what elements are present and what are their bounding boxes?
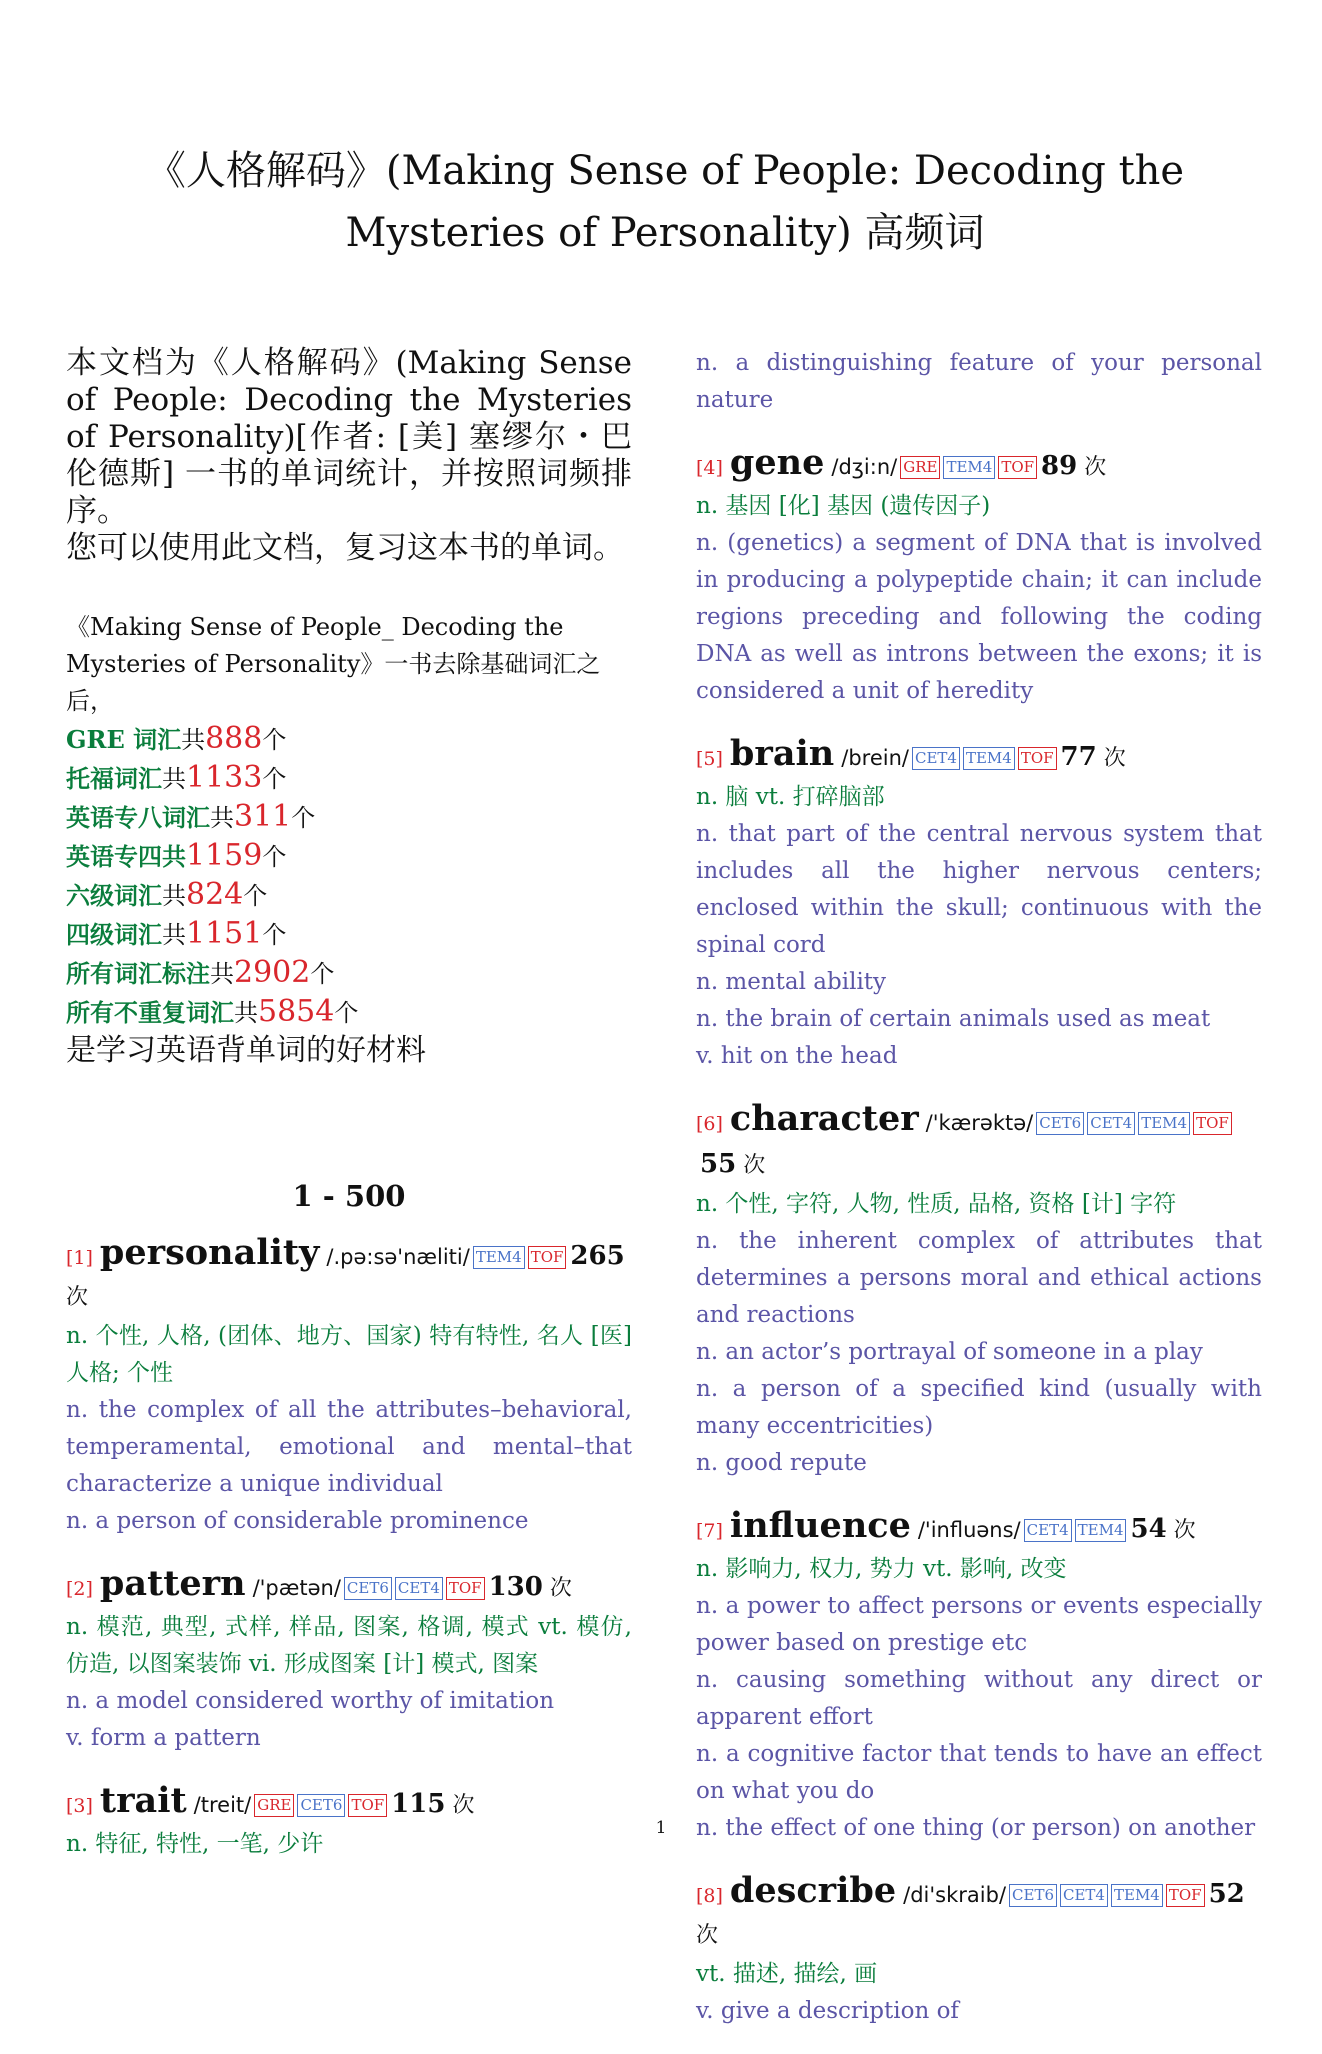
entry-word: character xyxy=(729,1098,919,1139)
entry-definition: n. mental ability xyxy=(696,969,887,995)
entry-phonetic: /treit/ xyxy=(193,1793,252,1817)
exam-tag: CET4 xyxy=(1024,1519,1072,1542)
exam-tag: CET4 xyxy=(395,1577,443,1600)
entry-definition: n. the brain of certain animals used as meat xyxy=(696,1006,1211,1032)
entry-definition: n. the effect of one thing (or person) on another xyxy=(696,1815,1256,1841)
stat-gong: 共 xyxy=(162,921,186,949)
stat-list xyxy=(66,720,632,1032)
word-entry xyxy=(696,1506,1262,1847)
entry-chinese: n. 基因 [化] 基因 (遗传因子) xyxy=(696,493,991,519)
exam-tag: TEM4 xyxy=(473,1246,525,1269)
entry-list-right xyxy=(696,345,1262,2030)
stat-label: GRE 词汇 xyxy=(66,725,182,754)
word-entry xyxy=(696,1871,1262,2030)
entry-head xyxy=(66,1233,632,1318)
stat-unit: 个 xyxy=(243,882,268,910)
intro-paragraph: 您可以使用此文档，复习这本书的单词。 xyxy=(66,530,624,566)
exam-tag: TOF xyxy=(1018,747,1057,770)
stat-gong: 共 xyxy=(234,999,258,1027)
exam-tag: TEM4 xyxy=(1138,1112,1190,1135)
stat-unit: 个 xyxy=(262,726,287,754)
entry-word: trait xyxy=(99,1780,187,1821)
entry-index: [3] xyxy=(66,1795,93,1817)
entry-index: [7] xyxy=(696,1520,723,1542)
exam-tag: CET6 xyxy=(344,1577,392,1600)
entry-head xyxy=(66,1564,632,1609)
entry-phonetic: /brein/ xyxy=(841,746,909,770)
entry-definition: n. that part of the central nervous system that includes all the higher nervous centers; enclosed within the skull; continuous with the spinal cord xyxy=(696,821,1262,958)
exam-tag: CET6 xyxy=(1009,1884,1057,1907)
document-title: 《人格解码》(Making Sense of People: Decoding the Mysteries of Personality) 高频词 xyxy=(145,148,1185,256)
entry-frequency: 54 xyxy=(1130,1514,1167,1544)
exam-tag: TEM4 xyxy=(1075,1519,1127,1542)
stat-unit: 个 xyxy=(310,960,335,988)
entry-list-left xyxy=(66,1233,632,1863)
left-column xyxy=(66,345,632,1887)
entry-chinese: n. 脑 vt. 打碎脑部 xyxy=(696,784,885,810)
entry-definition: n. the complex of all the attributes–behavioral, temperamental, emotional and mental–that characterize a unique individual xyxy=(66,1397,632,1497)
entry-definition: v. give a description of xyxy=(696,1998,959,2024)
entry-index: [5] xyxy=(696,748,723,770)
entry-phonetic: /'influəns/ xyxy=(917,1518,1021,1542)
entry-definition: n. a person of considerable prominence xyxy=(66,1508,529,1534)
stat-row xyxy=(66,915,632,954)
exam-tag: GRE xyxy=(900,456,940,479)
word-entry xyxy=(696,1099,1262,1482)
word-entry xyxy=(66,1233,632,1540)
word-entry xyxy=(696,443,1262,710)
range-heading: 1 - 500 xyxy=(292,1179,406,1213)
entry-chinese: n. 模范, 典型, 式样, 样品, 图案, 格调, 模式 vt. 模仿, 仿造, 以图案装饰 vi. 形成图案 [计] 模式, 图案 xyxy=(66,1614,632,1677)
stat-row xyxy=(66,759,632,798)
entry-index: [1] xyxy=(66,1247,93,1269)
entry-word: gene xyxy=(729,442,825,483)
vocabulary-stats xyxy=(66,609,632,1069)
exam-tag: TOF xyxy=(1166,1884,1205,1907)
stat-row xyxy=(66,876,632,915)
stat-gong: 共 xyxy=(162,882,186,910)
stat-row xyxy=(66,993,632,1032)
entry-definition: n. the inherent complex of attributes that determines a persons moral and ethical actions and reactions xyxy=(696,1228,1262,1328)
entry-word: pattern xyxy=(99,1563,246,1604)
entry-frequency: 55 xyxy=(700,1149,737,1179)
stat-gong: 共 xyxy=(210,804,234,832)
intro xyxy=(66,345,632,567)
stat-count: 1151 xyxy=(186,916,263,951)
times-label: 次 xyxy=(1103,746,1126,771)
entry-phonetic: /'pætən/ xyxy=(252,1576,341,1600)
book-line: 《Making Sense of People_ Decoding the Mysteries of Personality》一书去除基础词汇之后， xyxy=(66,613,601,715)
page-number: 1 xyxy=(655,1818,667,1838)
entry-head xyxy=(696,1099,1262,1186)
stat-count: 1159 xyxy=(186,838,263,873)
entry-definition: v. hit on the head xyxy=(696,1043,898,1069)
times-label: 次 xyxy=(452,1793,475,1818)
exam-tag: TEM4 xyxy=(1111,1884,1163,1907)
entry-definition: n. a power to affect persons or events especially power based on prestige etc xyxy=(696,1593,1262,1656)
entry-definition: n. causing something without any direct or apparent effort xyxy=(696,1667,1262,1730)
stat-label: 所有词汇标注 xyxy=(66,959,210,988)
entry-word: brain xyxy=(729,733,835,774)
stat-unit: 个 xyxy=(291,804,316,832)
entry-head xyxy=(696,734,1262,779)
entry-definition: n. a distinguishing feature of your personal nature xyxy=(696,350,1262,413)
entry-frequency: 265 xyxy=(570,1241,625,1271)
word-entry xyxy=(696,734,1262,1075)
exam-tag: TEM4 xyxy=(943,456,995,479)
exam-tag: CET4 xyxy=(912,747,960,770)
entry-chinese: n. 影响力, 权力, 势力 vt. 影响, 改变 xyxy=(696,1556,1067,1582)
entry-chinese: n. 个性, 人格, (团体、地方、国家) 特有特性, 名人 [医] 人格; 个性 xyxy=(66,1323,632,1386)
word-entry xyxy=(66,1564,632,1757)
stat-count: 888 xyxy=(205,721,263,756)
entry-frequency: 77 xyxy=(1060,742,1097,772)
stat-count: 5854 xyxy=(258,994,335,1029)
stat-gong: 共 xyxy=(162,765,186,793)
entry-index: [4] xyxy=(696,457,723,479)
stat-gong: 共 xyxy=(210,960,234,988)
entry-definition: n. good repute xyxy=(696,1450,867,1476)
entry-definition: n. a cognitive factor that tends to have an effect on what you do xyxy=(696,1741,1262,1804)
entry-head xyxy=(696,443,1262,488)
exam-tag: TOF xyxy=(998,456,1037,479)
entry-frequency: 130 xyxy=(488,1572,543,1602)
entry-phonetic: /di'skraib/ xyxy=(903,1883,1007,1907)
stat-count: 824 xyxy=(186,877,244,912)
exam-tag: TEM4 xyxy=(963,747,1015,770)
entry-index: [8] xyxy=(696,1885,723,1907)
exam-tag: TOF xyxy=(348,1794,387,1817)
entry-phonetic: /.pə:sə'næliti/ xyxy=(326,1245,470,1269)
entry-word: personality xyxy=(99,1232,320,1273)
exam-tag: TOF xyxy=(1193,1112,1232,1135)
entry-phonetic: /dʒi:n/ xyxy=(831,455,898,479)
times-label: 次 xyxy=(743,1153,766,1178)
exam-tag: TOF xyxy=(528,1246,567,1269)
entry-word: influence xyxy=(729,1505,911,1546)
right-column xyxy=(696,345,1262,2054)
stat-unit: 个 xyxy=(262,765,287,793)
stat-row xyxy=(66,837,632,876)
exam-tag: GRE xyxy=(254,1794,294,1817)
stat-unit: 个 xyxy=(262,921,287,949)
exam-tag: TOF xyxy=(446,1577,485,1600)
entry-head xyxy=(696,1506,1262,1551)
stat-count: 2902 xyxy=(234,955,311,990)
entry-chinese: vt. 描述, 描绘, 画 xyxy=(696,1961,878,1987)
exam-tag: CET4 xyxy=(1087,1112,1135,1135)
entry-definition: n. a person of a specified kind (usually with many eccentricities) xyxy=(696,1376,1262,1439)
stat-row xyxy=(66,954,632,993)
entry-definition: n. (genetics) a segment of DNA that is involved in producing a polypeptide chain; it can include regions preceding and following the coding DNA as well as introns between the exons; it is considered a unit of heredity xyxy=(696,530,1262,704)
stat-label: 英语专八词汇 xyxy=(66,803,210,832)
entry-word: describe xyxy=(729,1870,897,1911)
stat-count: 1133 xyxy=(186,760,263,795)
exam-tag: CET4 xyxy=(1060,1884,1108,1907)
stat-label: 英语专四共 xyxy=(66,842,186,871)
stat-unit: 个 xyxy=(262,843,287,871)
entry-definition: v. form a pattern xyxy=(66,1725,261,1751)
entry-head xyxy=(696,1871,1262,1956)
entry-definition: n. a model considered worthy of imitation xyxy=(66,1688,555,1714)
entry-phonetic: /'kærəktə/ xyxy=(925,1111,1034,1135)
entry-index: [6] xyxy=(696,1113,723,1135)
entry-frequency: 115 xyxy=(391,1789,446,1819)
stat-row xyxy=(66,798,632,837)
stats-closing: 是学习英语背单词的好材料 xyxy=(66,1033,426,1068)
stat-unit: 个 xyxy=(334,999,359,1027)
times-label: 次 xyxy=(1084,455,1107,480)
entry-chinese: n. 个性, 字符, 人物, 性质, 品格, 资格 [计] 字符 xyxy=(696,1191,1177,1217)
entry-frequency: 89 xyxy=(1041,451,1078,481)
stat-label: 所有不重复词汇 xyxy=(66,998,234,1027)
times-label: 次 xyxy=(696,1923,719,1948)
intro-paragraph: 本文档为《人格解码》(Making Sense of People: Decoding the Mysteries of Personality)[作者: [美] 塞缪尔・巴伦德斯] 一书的单词统计，并按照词频排序。 xyxy=(66,345,632,529)
stat-label: 托福词汇 xyxy=(66,764,162,793)
stat-row xyxy=(66,720,632,759)
times-label: 次 xyxy=(549,1576,572,1601)
times-label: 次 xyxy=(1173,1518,1196,1543)
exam-tag: CET6 xyxy=(1036,1112,1084,1135)
entry-definition: n. an actor’s portrayal of someone in a play xyxy=(696,1339,1203,1365)
stat-label: 六级词汇 xyxy=(66,881,162,910)
stat-label: 四级词汇 xyxy=(66,920,162,949)
entry-frequency: 52 xyxy=(1208,1879,1245,1909)
word-entry-continued xyxy=(696,345,1262,419)
exam-tag: CET6 xyxy=(297,1794,345,1817)
stat-gong: 共 xyxy=(181,726,206,754)
entry-index: [2] xyxy=(66,1578,93,1600)
times-label: 次 xyxy=(66,1285,89,1310)
entry-chinese: n. 特征, 特性, 一笔, 少许 xyxy=(66,1831,324,1857)
stat-count: 311 xyxy=(234,799,292,834)
